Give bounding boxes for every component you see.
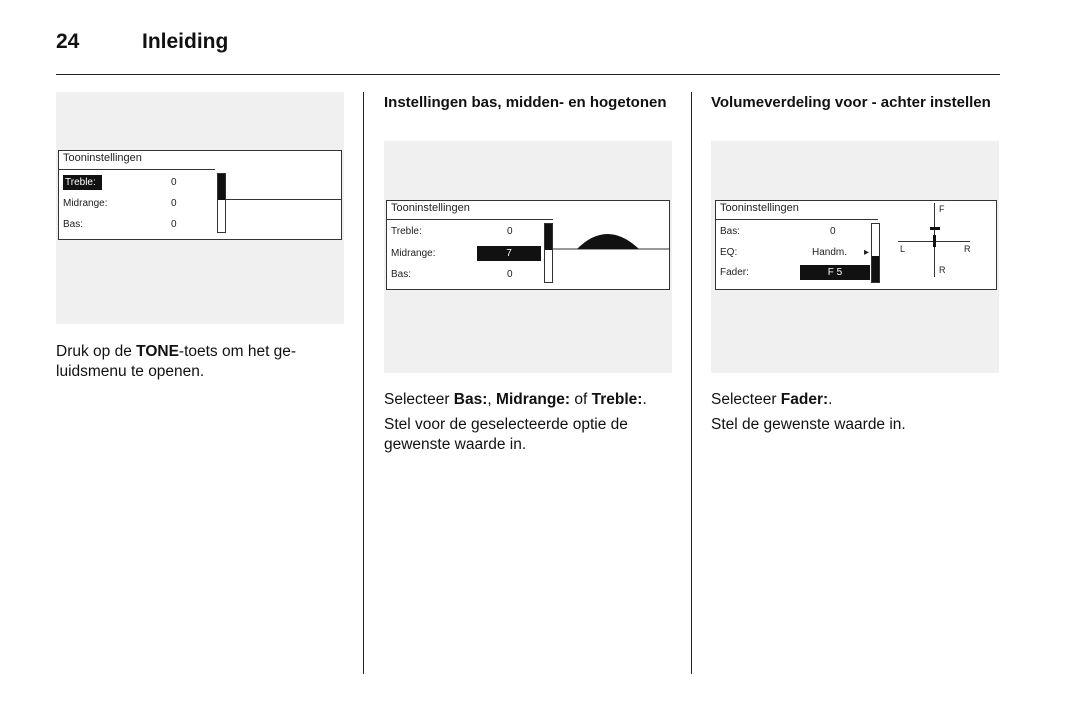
column-divider: [691, 92, 692, 674]
submenu-arrow-icon: ▸: [864, 247, 870, 258]
option-name: Midrange:: [496, 391, 571, 408]
screen-title: Tooninstellingen: [720, 202, 799, 214]
menu-row-label: Treble:: [391, 226, 422, 237]
scrollbar-thumb: [545, 224, 552, 250]
instruction-text: Stel voor de geselecteerde optie de gewenste waarde in.: [384, 416, 628, 453]
menu-row-label: Bas:: [391, 269, 412, 280]
instruction-text: Selecteer Bas:, Midrange: of Treble:.: [384, 391, 647, 408]
menu-row: [389, 267, 545, 282]
title-underline: [59, 169, 215, 170]
scrollbar: [217, 173, 226, 233]
menu-row-label: Bas:: [720, 226, 741, 237]
axis-left-label: L: [900, 244, 906, 254]
level-baseline: [225, 199, 341, 200]
menu-row-value: 0: [830, 226, 836, 237]
menu-row-label: Midrange:: [63, 198, 108, 209]
menu-row: [61, 175, 213, 190]
menu-row: [389, 224, 545, 239]
eq-curve-graphic: [553, 225, 669, 255]
instruction-text: Stel de gewenste waarde in.: [711, 416, 906, 433]
axis-front-label: F: [939, 204, 945, 214]
option-name: Treble:: [591, 391, 643, 408]
tone-settings-screen: [715, 200, 997, 290]
display-illustration: [711, 141, 999, 373]
scrollbar-thumb: [872, 256, 879, 282]
column-divider: [363, 92, 364, 674]
option-name: Bas:: [453, 391, 488, 408]
menu-row: [718, 265, 874, 280]
axis-rear-label: R: [939, 265, 946, 275]
instruction-text: Druk op de TONE-toets om het ge-luidsmenu te openen.: [56, 343, 297, 380]
balance-position-marker: [933, 235, 936, 247]
tone-settings-screen: [386, 200, 670, 290]
axis-right-label: R: [964, 244, 971, 254]
fader-position-marker: [930, 227, 940, 230]
scrollbar: [544, 223, 553, 283]
menu-row-value: Handm.: [812, 247, 848, 258]
menu-row-label: Midrange:: [391, 248, 436, 259]
menu-row-value: 0: [171, 177, 177, 188]
menu-row: [389, 246, 545, 261]
scrollbar-thumb: [218, 174, 225, 200]
section-heading: Volumeverdeling voor - achter instellen: [711, 94, 991, 111]
menu-row-value: 0: [171, 219, 177, 230]
menu-row-label: Bas:: [63, 219, 84, 230]
menu-row: [718, 245, 874, 260]
menu-row: [61, 217, 213, 232]
option-name: Fader:: [780, 391, 829, 408]
title-underline: [387, 219, 553, 220]
menu-row-value: 0: [171, 198, 177, 209]
key-name: TONE: [136, 343, 179, 360]
screen-title: Tooninstellingen: [391, 202, 470, 214]
page-number: 24: [56, 30, 80, 53]
menu-row-value: 0: [507, 269, 513, 280]
chapter-title: Inleiding: [142, 30, 229, 53]
display-illustration: [56, 92, 344, 324]
tone-settings-screen: [58, 150, 342, 240]
menu-row: [718, 224, 874, 239]
display-illustration: [384, 141, 672, 373]
menu-row-label: EQ:: [720, 247, 738, 258]
menu-row-label: Treble:: [63, 175, 102, 190]
menu-row-value: F 5: [800, 265, 870, 280]
menu-row-value: 7: [477, 246, 541, 261]
menu-row-label: Fader:: [720, 267, 749, 278]
section-heading: Instellingen bas, midden- en hogetonen: [384, 94, 667, 111]
page-header: [56, 28, 1000, 75]
scrollbar: [871, 223, 880, 283]
screen-title: Tooninstellingen: [63, 152, 142, 164]
menu-row-value: 0: [507, 226, 513, 237]
title-underline: [716, 219, 878, 220]
instruction-text: Selecteer Fader:.: [711, 391, 833, 408]
menu-row: [61, 196, 213, 211]
